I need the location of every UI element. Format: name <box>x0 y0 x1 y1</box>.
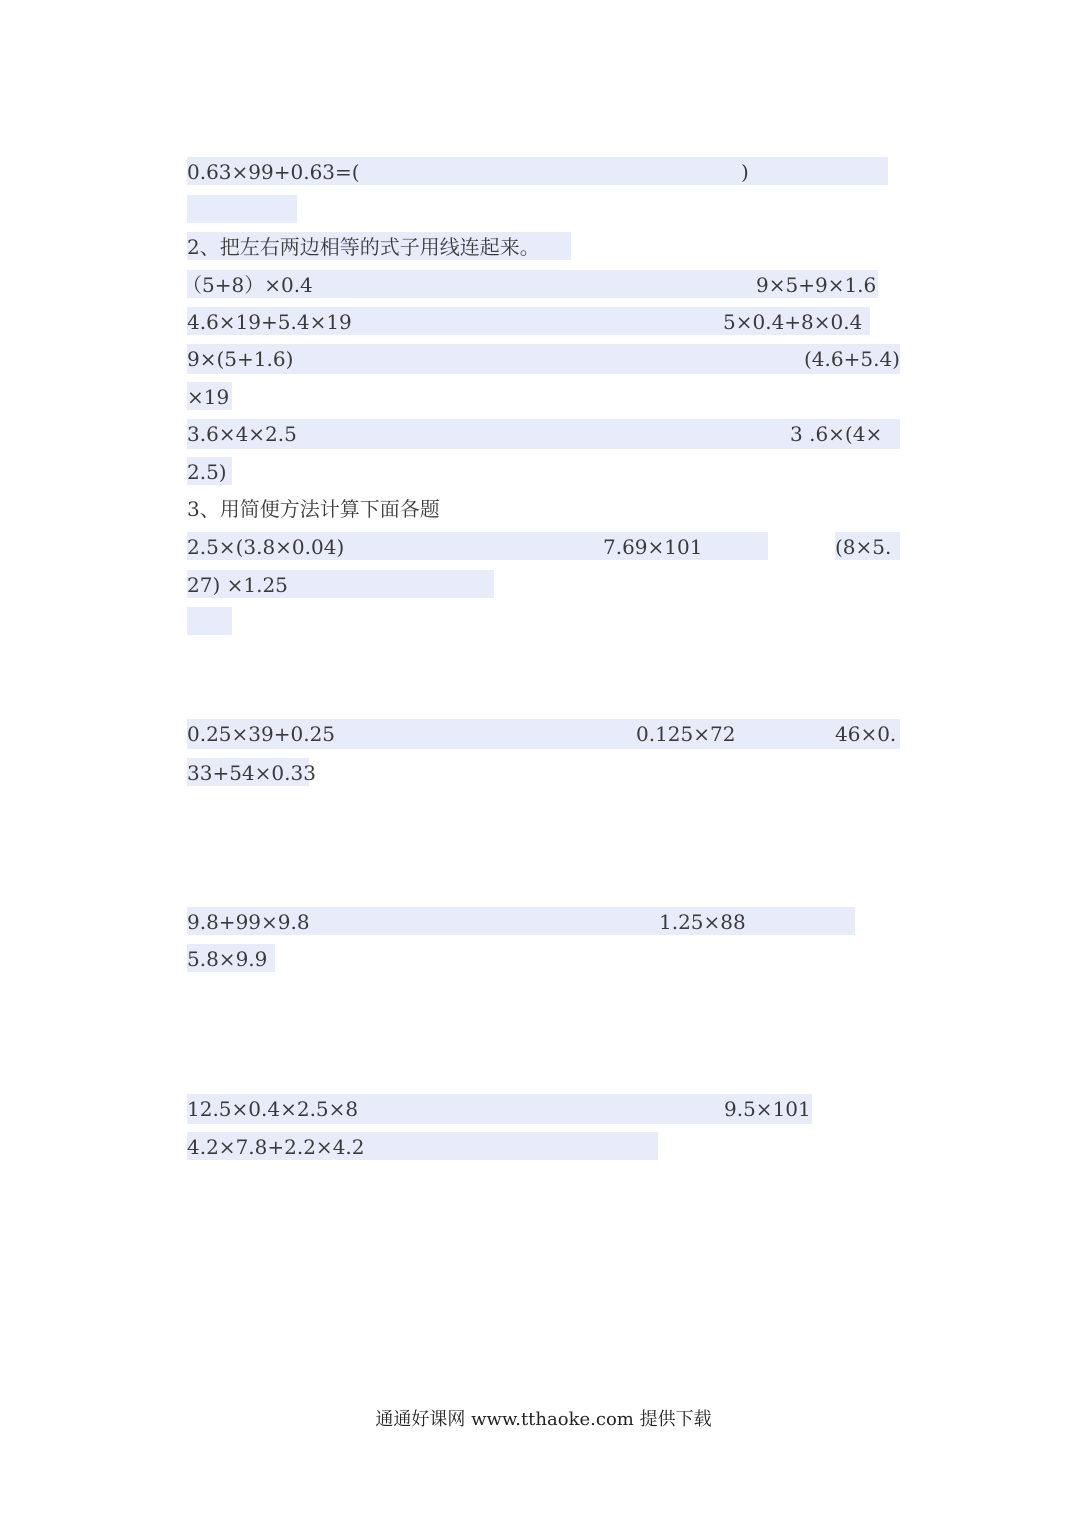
q3-problem-1: 2.5×(3.8×0.04) <box>187 535 345 559</box>
q3-problem-3: (8×5. <box>835 535 892 559</box>
q3-heading: 3、用简便方法计算下面各题 <box>187 497 440 521</box>
q2-right-4: 3 .6×(4× <box>790 422 883 446</box>
q3-problem-11: 9.5×101 <box>724 1097 811 1121</box>
q1-expression: 0.63×99+0.63=( <box>187 160 360 184</box>
q2-left-4: 3.6×4×2.5 <box>187 422 297 446</box>
q3-problem-8: 1.25×88 <box>659 910 746 934</box>
page-footer: 通通好课网 www.tthaoke.com 提供下载 <box>375 1409 712 1430</box>
q3-problem-10: 12.5×0.4×2.5×8 <box>187 1097 359 1121</box>
q2-right-4-cont: 2.5) <box>187 460 227 484</box>
q3-problem-3-cont: 27) ×1.25 <box>187 573 288 597</box>
q3-problem-6-cont: 33+54×0.33 <box>187 761 316 785</box>
q3-problem-4: 0.25×39+0.25 <box>187 722 336 746</box>
q2-left-1: （5+8）×0.4 <box>182 273 313 297</box>
q2-heading: 2、把左右两边相等的式子用线连起来。 <box>187 235 540 259</box>
q3-problem-2: 7.69×101 <box>603 535 703 559</box>
q2-right-3: (4.6+5.4) <box>804 347 900 371</box>
q3-problem-9: 5.8×9.9 <box>187 947 268 971</box>
highlight-band <box>187 344 900 374</box>
highlight-band <box>187 607 232 635</box>
q1-answer-close-paren: ) <box>741 160 749 184</box>
q3-problem-7: 9.8+99×9.8 <box>187 910 310 934</box>
q2-right-1: 9×5+9×1.6 <box>756 273 877 297</box>
highlight-band <box>187 195 297 223</box>
q2-left-3: 9×(5+1.6) <box>187 347 294 371</box>
q2-right-2: 5×0.4+8×0.4 <box>723 310 863 334</box>
q3-problem-12: 4.2×7.8+2.2×4.2 <box>187 1135 365 1159</box>
q3-problem-5: 0.125×72 <box>636 722 736 746</box>
q2-left-3-cont: ×19 <box>187 385 230 409</box>
q3-problem-6: 46×0. <box>835 722 897 746</box>
q2-left-2: 4.6×19+5.4×19 <box>187 310 352 334</box>
